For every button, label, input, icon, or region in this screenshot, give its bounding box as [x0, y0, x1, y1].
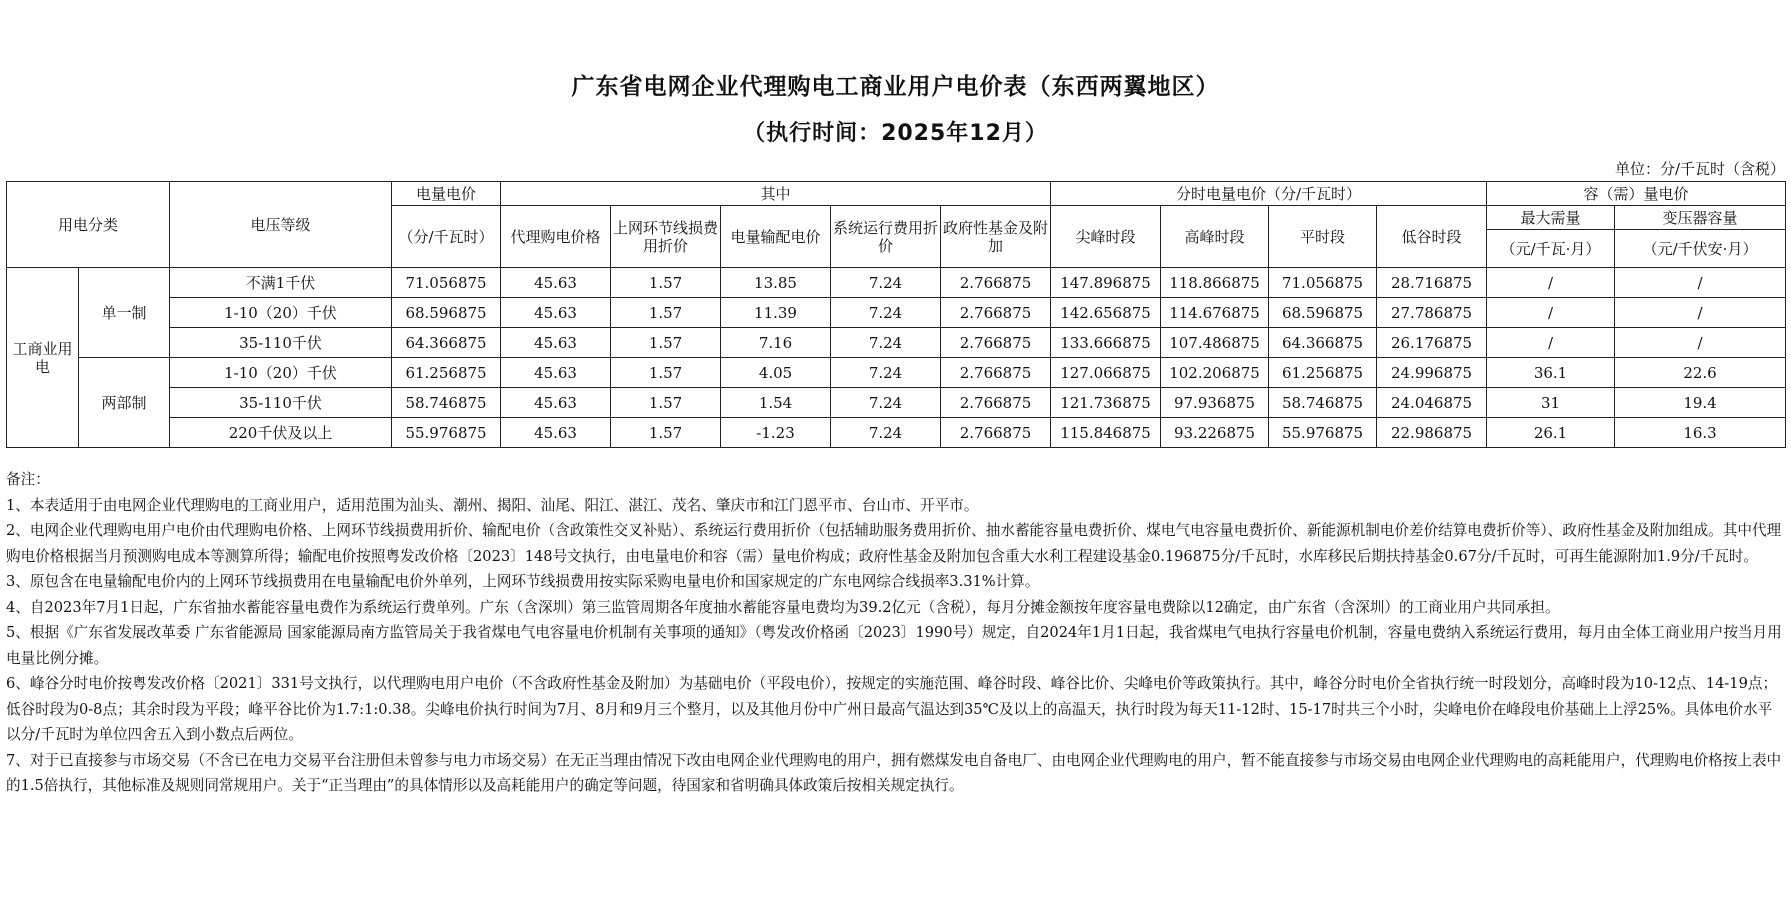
cell-max-demand: 26.1	[1487, 418, 1615, 448]
notes-heading: 备注：	[6, 471, 50, 488]
cell-system-ops: 7.24	[831, 388, 941, 418]
header-voltage: 电压等级	[170, 182, 392, 268]
cell-network-loss: 1.57	[611, 268, 721, 298]
cell-system-ops: 7.24	[831, 298, 941, 328]
cell-energy-price: 64.366875	[392, 328, 501, 358]
cell-agency-price: 45.63	[501, 268, 611, 298]
cell-gov-fund: 2.766875	[941, 388, 1051, 418]
cell-transformer: /	[1615, 268, 1786, 298]
cell-valley: 24.046875	[1377, 388, 1487, 418]
cell-agency-price: 45.63	[501, 418, 611, 448]
cell-peak-sharp: 147.896875	[1051, 268, 1161, 298]
cell-transmission: 7.16	[721, 328, 831, 358]
header-peak: 高峰时段	[1161, 206, 1269, 268]
group-main-label: 工商业用电	[7, 268, 79, 448]
cell-system-ops: 7.24	[831, 268, 941, 298]
table-row	[7, 268, 1786, 298]
cell-flat: 61.256875	[1269, 358, 1377, 388]
cell-gov-fund: 2.766875	[941, 328, 1051, 358]
header-valley: 低谷时段	[1377, 206, 1487, 268]
cell-network-loss: 1.57	[611, 418, 721, 448]
cell-peak-sharp: 142.656875	[1051, 298, 1161, 328]
cell-energy-price: 71.056875	[392, 268, 501, 298]
cell-voltage: 不满1千伏	[170, 268, 392, 298]
cell-peak: 93.226875	[1161, 418, 1269, 448]
header-network-loss: 上网环节线损费用折价	[611, 206, 721, 268]
header-transformer-unit: （元/千伏安·月）	[1615, 230, 1786, 268]
cell-valley: 28.716875	[1377, 268, 1487, 298]
header-transformer: 变压器容量	[1615, 206, 1786, 230]
cell-energy-price: 58.746875	[392, 388, 501, 418]
cell-energy-price: 61.256875	[392, 358, 501, 388]
header-category: 用电分类	[7, 182, 170, 268]
header-max-demand-unit: （元/千瓦·月）	[1487, 230, 1615, 268]
cell-max-demand: 31	[1487, 388, 1615, 418]
cell-max-demand: 36.1	[1487, 358, 1615, 388]
cell-valley: 27.786875	[1377, 298, 1487, 328]
page-subtitle: （执行时间：2025年12月）	[743, 121, 1048, 146]
cell-gov-fund: 2.766875	[941, 358, 1051, 388]
cell-transformer: 16.3	[1615, 418, 1786, 448]
cell-max-demand: /	[1487, 328, 1615, 358]
cell-agency-price: 45.63	[501, 388, 611, 418]
cell-valley: 24.996875	[1377, 358, 1487, 388]
group-single-label: 单一制	[79, 268, 170, 358]
notes-section	[6, 467, 1785, 799]
cell-peak-sharp: 121.736875	[1051, 388, 1161, 418]
cell-network-loss: 1.57	[611, 328, 721, 358]
table-row	[7, 328, 1786, 358]
cell-agency-price: 45.63	[501, 328, 611, 358]
note-item: 6、峰谷分时电价按粤发改价格〔2021〕331号文执行，以代理购电用户电价（不含政府性基金及附加）为基础电价（平段电价），按规定的实施范围、峰谷时段、峰谷比价、尖峰电价等政策执行。其中，峰谷分时电价全省执行统一时段划分，高峰时段为10-12点、14-19点；低谷时段为0-8点；其余时段为平段；峰平谷比价为1.7:1:0.38。尖峰电价执行时间为7月、8月和9月三个整月，以及其他月份中广州日最高气温达到35℃及以上的高温天，执行时段为每天11-12时、15-17时共三个小时，尖峰电价在峰段电价基础上上浮25%。具体电价水平以分/千瓦时为单位四舍五入到小数点后两位。	[6, 675, 1778, 743]
table-row	[7, 418, 1786, 448]
cell-max-demand: /	[1487, 298, 1615, 328]
cell-gov-fund: 2.766875	[941, 298, 1051, 328]
note-item: 1、本表适用于由电网企业代理购电的工商业用户，适用范围为汕头、潮州、揭阳、汕尾、阳江、湛江、茂名、肇庆市和江门恩平市、台山市、开平市。	[6, 496, 979, 514]
table-row	[7, 388, 1786, 418]
cell-system-ops: 7.24	[831, 358, 941, 388]
header-peak-sharp: 尖峰时段	[1051, 206, 1161, 268]
cell-system-ops: 7.24	[831, 328, 941, 358]
header-flat: 平时段	[1269, 206, 1377, 268]
cell-voltage: 1-10（20）千伏	[170, 298, 392, 328]
cell-transmission: 4.05	[721, 358, 831, 388]
cell-transformer: /	[1615, 298, 1786, 328]
price-table	[6, 181, 1786, 448]
cell-peak: 118.866875	[1161, 268, 1269, 298]
cell-peak: 97.936875	[1161, 388, 1269, 418]
cell-transmission: -1.23	[721, 418, 831, 448]
table-row	[7, 358, 1786, 388]
cell-voltage: 35-110千伏	[170, 388, 392, 418]
cell-peak: 102.206875	[1161, 358, 1269, 388]
header-gov-fund: 政府性基金及附加	[941, 206, 1051, 268]
cell-system-ops: 7.24	[831, 418, 941, 448]
cell-gov-fund: 2.766875	[941, 418, 1051, 448]
cell-transmission: 13.85	[721, 268, 831, 298]
header-agency-price: 代理购电价格	[501, 206, 611, 268]
cell-voltage: 220千伏及以上	[170, 418, 392, 448]
cell-gov-fund: 2.766875	[941, 268, 1051, 298]
header-transmission: 电量输配电价	[721, 206, 831, 268]
cell-transformer: 19.4	[1615, 388, 1786, 418]
header-among: 其中	[501, 182, 1051, 206]
cell-voltage: 35-110千伏	[170, 328, 392, 358]
unit-label: 单位：分/千瓦时（含税）	[1614, 160, 1785, 178]
cell-flat: 64.366875	[1269, 328, 1377, 358]
cell-energy-price: 55.976875	[392, 418, 501, 448]
cell-flat: 58.746875	[1269, 388, 1377, 418]
note-item: 4、自2023年7月1日起，广东省抽水蓄能容量电费作为系统运行费单列。广东（含深圳）第三监管周期各年度抽水蓄能容量电费均为39.2亿元（含税），每月分摊金额按年度容量电费除以12确定，由广东省（含深圳）的工商业用户共同承担。	[6, 598, 1560, 616]
cell-max-demand: /	[1487, 268, 1615, 298]
cell-valley: 26.176875	[1377, 328, 1487, 358]
note-item: 3、原包含在电量输配电价内的上网环节线损费用在电量输配电价外单列，上网环节线损费用按实际采购电量电价和国家规定的广东电网综合线损率3.31%计算。	[6, 573, 1040, 590]
page-title: 广东省电网企业代理购电工商业用户电价表（东西两翼地区）	[571, 74, 1220, 100]
cell-energy-price: 68.596875	[392, 298, 501, 328]
cell-transformer: 22.6	[1615, 358, 1786, 388]
cell-peak: 114.676875	[1161, 298, 1269, 328]
note-item: 2、电网企业代理购电用户电价由代理购电价格、上网环节线损费用折价、输配电价（含政策性交叉补贴）、系统运行费用折价（包括辅助服务费用折价、抽水蓄能容量电费折价、煤电气电容量电费折价、新能源机制电价差价结算电费折价等）、政府性基金及附加组成。其中代理购电价格根据当月预测购电成本等测算所得；输配电价按照粤发改价格〔2023〕148号文执行，由电量电价和容（需）量电价构成；政府性基金及附加包含重大水利工程建设基金0.196875分/千瓦时，水库移民后期扶持基金0.67分/千瓦时，可再生能源附加1.9分/千瓦时。	[6, 522, 1782, 565]
header-system-ops: 系统运行费用折价	[831, 206, 941, 268]
cell-flat: 68.596875	[1269, 298, 1377, 328]
cell-agency-price: 45.63	[501, 358, 611, 388]
header-energy-price-unit: （分/千瓦时）	[392, 206, 501, 268]
header-max-demand: 最大需量	[1487, 206, 1615, 230]
cell-network-loss: 1.57	[611, 388, 721, 418]
header-capacity: 容（需）量电价	[1487, 182, 1786, 206]
cell-valley: 22.986875	[1377, 418, 1487, 448]
cell-peak: 107.486875	[1161, 328, 1269, 358]
header-tou: 分时电量电价（分/千瓦时）	[1051, 182, 1487, 206]
cell-peak-sharp: 115.846875	[1051, 418, 1161, 448]
cell-flat: 55.976875	[1269, 418, 1377, 448]
note-item: 7、对于已直接参与市场交易（不含已在电力交易平台注册但未曾参与电力市场交易）在无正当理由情况下改由电网企业代理购电的用户，拥有燃煤发电自备电厂、由电网企业代理购电的用户，暂不能直接参与市场交易由电网企业代理购电的高耗能用户，代理购电价格按上表中的1.5倍执行，其他标准及规则同常规用户。关于“正当理由”的具体情形以及高耗能用户的确定等问题，待国家和省明确具体政策后按相关规定执行。	[6, 751, 1782, 794]
cell-voltage: 1-10（20）千伏	[170, 358, 392, 388]
cell-network-loss: 1.57	[611, 358, 721, 388]
table-row	[7, 298, 1786, 328]
cell-transmission: 11.39	[721, 298, 831, 328]
cell-network-loss: 1.57	[611, 298, 721, 328]
cell-peak-sharp: 133.666875	[1051, 328, 1161, 358]
group-two-part-label: 两部制	[79, 358, 170, 448]
cell-transmission: 1.54	[721, 388, 831, 418]
cell-flat: 71.056875	[1269, 268, 1377, 298]
cell-peak-sharp: 127.066875	[1051, 358, 1161, 388]
header-energy-price: 电量电价	[392, 182, 501, 206]
header-row-1	[7, 182, 1786, 206]
cell-transformer: /	[1615, 328, 1786, 358]
cell-agency-price: 45.63	[501, 298, 611, 328]
note-item: 5、根据《广东省发展改革委 广东省能源局 国家能源局南方监管局关于我省煤电气电容量电价机制有关事项的通知》（粤发改价格函〔2023〕1990号）规定，自2024年1月1日起，我省煤电气电执行容量电价机制，容量电费纳入系统运行费用，每月由全体工商业用户按当月用电量比例分摊。	[6, 624, 1782, 667]
